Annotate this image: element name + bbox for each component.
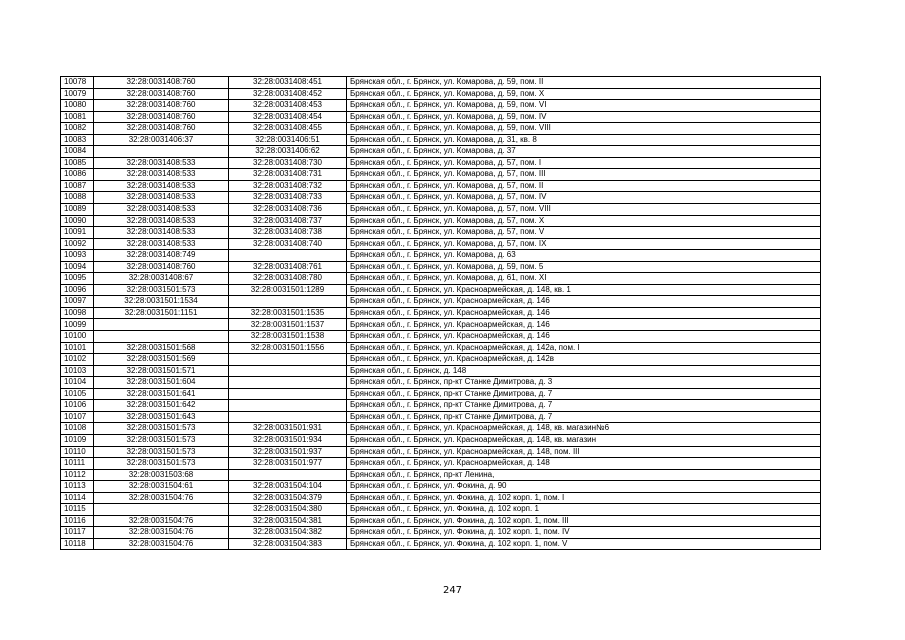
address-cell: Брянская обл., г. Брянск, ул. Комарова, д. 57, пом. X (347, 215, 821, 227)
address-cell: Брянская обл., г. Брянск, ул. Комарова, д. 59, пом. VI (347, 100, 821, 112)
parent-cadastral-number-cell: 32:28:0031408:533 (94, 204, 229, 216)
table-row (61, 238, 821, 250)
table-row (61, 331, 821, 343)
table-row (61, 227, 821, 239)
address-cell: Брянская обл., г. Брянск, ул. Комарова, д. 59, пом. II (347, 77, 821, 89)
cadastral-number-cell: 32:28:0031501:1556 (229, 342, 347, 354)
table-row (61, 134, 821, 146)
parent-cadastral-number-cell: 32:28:0031501:571 (94, 365, 229, 377)
table-row (61, 192, 821, 204)
table-row (61, 527, 821, 539)
address-cell: Брянская обл., г. Брянск, ул. Красноармейская, д. 148, кв. магазин№6 (347, 423, 821, 435)
address-cell: Брянская обл., г. Брянск, ул. Комарова, д. 57, пом. V (347, 227, 821, 239)
address-cell: Брянская обл., г. Брянск, ул. Комарова, д. 57, пом. III (347, 169, 821, 181)
parent-cadastral-number-cell: 32:28:0031501:641 (94, 388, 229, 400)
row-number-cell: 10108 (61, 423, 94, 435)
row-number-cell: 10115 (61, 504, 94, 516)
cadastral-number-cell (229, 388, 347, 400)
row-number-cell: 10100 (61, 331, 94, 343)
address-cell: Брянская обл., г. Брянск, ул. Комарова, д. 57, пом. IV (347, 192, 821, 204)
table-row (61, 492, 821, 504)
address-cell: Брянская обл., г. Брянск, ул. Комарова, д. 57, пом. IX (347, 238, 821, 250)
cadastral-number-cell: 32:28:0031408:455 (229, 123, 347, 135)
cadastral-number-cell (229, 400, 347, 412)
table-row (61, 469, 821, 481)
address-cell: Брянская обл., г. Брянск, ул. Комарова, д. 59, пом. X (347, 88, 821, 100)
address-cell: Брянская обл., г. Брянск, ул. Красноармейская, д. 146 (347, 296, 821, 308)
row-number-cell: 10105 (61, 388, 94, 400)
row-number-cell: 10096 (61, 284, 94, 296)
parent-cadastral-number-cell: 32:28:0031408:533 (94, 169, 229, 181)
parent-cadastral-number-cell: 32:28:0031504:76 (94, 538, 229, 550)
row-number-cell: 10078 (61, 77, 94, 89)
table-row (61, 365, 821, 377)
parent-cadastral-number-cell: 32:28:0031408:533 (94, 227, 229, 239)
cadastral-number-cell: 32:28:0031408:730 (229, 157, 347, 169)
table-row (61, 273, 821, 285)
parent-cadastral-number-cell (94, 331, 229, 343)
parent-cadastral-number-cell: 32:28:0031501:642 (94, 400, 229, 412)
row-number-cell: 10079 (61, 88, 94, 100)
row-number-cell: 10085 (61, 157, 94, 169)
table-row (61, 434, 821, 446)
parent-cadastral-number-cell (94, 319, 229, 331)
parent-cadastral-number-cell: 32:28:0031408:533 (94, 238, 229, 250)
address-cell: Брянская обл., г. Брянск, ул. Фокина, д. 102 корп. 1, пом. IV (347, 527, 821, 539)
address-cell: Брянская обл., г. Брянск, ул. Комарова, д. 31, кв. 8 (347, 134, 821, 146)
cadastral-number-cell: 32:28:0031408:452 (229, 88, 347, 100)
cadastral-number-cell: 32:28:0031408:454 (229, 111, 347, 123)
row-number-cell: 10097 (61, 296, 94, 308)
cadastral-number-cell: 32:28:0031501:931 (229, 423, 347, 435)
table-row (61, 215, 821, 227)
cadastral-number-cell (229, 250, 347, 262)
address-cell: Брянская обл., г. Брянск, ул. Комарова, д. 57, пом. II (347, 180, 821, 192)
cadastral-number-cell: 32:28:0031504:383 (229, 538, 347, 550)
table-row (61, 296, 821, 308)
table-row (61, 342, 821, 354)
row-number-cell: 10114 (61, 492, 94, 504)
cadastral-number-cell: 32:28:0031504:380 (229, 504, 347, 516)
row-number-cell: 10112 (61, 469, 94, 481)
address-cell: Брянская обл., г. Брянск, ул. Красноармейская, д. 146 (347, 307, 821, 319)
parent-cadastral-number-cell: 32:28:0031501:1534 (94, 296, 229, 308)
cadastral-number-cell: 32:28:0031408:733 (229, 192, 347, 204)
table-row (61, 307, 821, 319)
cadastral-number-cell: 32:28:0031406:51 (229, 134, 347, 146)
address-cell: Брянская обл., г. Брянск, ул. Комарова, д. 63 (347, 250, 821, 262)
row-number-cell: 10090 (61, 215, 94, 227)
address-cell: Брянская обл., г. Брянск, ул. Красноармейская, д. 148 (347, 458, 821, 470)
parent-cadastral-number-cell (94, 146, 229, 158)
address-cell: Брянская обл., г. Брянск, пр-кт Станке Димитрова, д. 3 (347, 377, 821, 389)
address-cell: Брянская обл., г. Брянск, ул. Фокина, д. 102 корп. 1 (347, 504, 821, 516)
parent-cadastral-number-cell: 32:28:0031408:67 (94, 273, 229, 285)
cadastral-number-cell (229, 469, 347, 481)
row-number-cell: 10113 (61, 481, 94, 493)
row-number-cell: 10107 (61, 411, 94, 423)
address-cell: Брянская обл., г. Брянск, ул. Комарова, д. 59, пом. VIII (347, 123, 821, 135)
row-number-cell: 10087 (61, 180, 94, 192)
table-row (61, 261, 821, 273)
address-cell: Брянская обл., г. Брянск, ул. Комарова, д. 61, пом. XI (347, 273, 821, 285)
registry-table-body (61, 77, 821, 550)
parent-cadastral-number-cell: 32:28:0031501:573 (94, 458, 229, 470)
parent-cadastral-number-cell: 32:28:0031501:573 (94, 284, 229, 296)
address-cell: Брянская обл., г. Брянск, ул. Красноармейская, д. 148, кв. 1 (347, 284, 821, 296)
cadastral-number-cell: 32:28:0031408:451 (229, 77, 347, 89)
row-number-cell: 10086 (61, 169, 94, 181)
cadastral-number-cell: 32:28:0031408:736 (229, 204, 347, 216)
cadastral-number-cell: 32:28:0031406:62 (229, 146, 347, 158)
cadastral-number-cell: 32:28:0031504:379 (229, 492, 347, 504)
address-cell: Брянская обл., г. Брянск, пр-кт Станке Димитрова, д. 7 (347, 400, 821, 412)
cadastral-number-cell: 32:28:0031501:937 (229, 446, 347, 458)
cadastral-number-cell: 32:28:0031408:731 (229, 169, 347, 181)
parent-cadastral-number-cell: 32:28:0031408:760 (94, 111, 229, 123)
cadastral-number-cell (229, 411, 347, 423)
parent-cadastral-number-cell: 32:28:0031504:76 (94, 515, 229, 527)
cadastral-number-cell: 32:28:0031408:761 (229, 261, 347, 273)
cadastral-number-cell: 32:28:0031504:382 (229, 527, 347, 539)
row-number-cell: 10091 (61, 227, 94, 239)
row-number-cell: 10089 (61, 204, 94, 216)
parent-cadastral-number-cell: 32:28:0031408:760 (94, 100, 229, 112)
row-number-cell: 10083 (61, 134, 94, 146)
table-row (61, 319, 821, 331)
table-row (61, 123, 821, 135)
cadastral-number-cell: 32:28:0031501:1537 (229, 319, 347, 331)
cadastral-number-cell: 32:28:0031504:104 (229, 481, 347, 493)
table-row (61, 446, 821, 458)
parent-cadastral-number-cell: 32:28:0031408:760 (94, 77, 229, 89)
row-number-cell: 10103 (61, 365, 94, 377)
parent-cadastral-number-cell: 32:28:0031504:76 (94, 527, 229, 539)
parent-cadastral-number-cell: 32:28:0031408:533 (94, 180, 229, 192)
cadastral-number-cell: 32:28:0031408:738 (229, 227, 347, 239)
row-number-cell: 10092 (61, 238, 94, 250)
cadastral-number-cell: 32:28:0031408:780 (229, 273, 347, 285)
address-cell: Брянская обл., г. Брянск, ул. Красноармейская, д. 146 (347, 319, 821, 331)
parent-cadastral-number-cell (94, 504, 229, 516)
table-row (61, 377, 821, 389)
address-cell: Брянская обл., г. Брянск, ул. Красноармейская, д. 142а, пом. I (347, 342, 821, 354)
registry-table (60, 76, 821, 550)
cadastral-number-cell (229, 365, 347, 377)
cadastral-number-cell (229, 377, 347, 389)
row-number-cell: 10093 (61, 250, 94, 262)
cadastral-number-cell: 32:28:0031408:740 (229, 238, 347, 250)
page-number: 247 (442, 585, 463, 596)
table-row (61, 400, 821, 412)
parent-cadastral-number-cell: 32:28:0031408:760 (94, 123, 229, 135)
table-row (61, 458, 821, 470)
row-number-cell: 10088 (61, 192, 94, 204)
parent-cadastral-number-cell: 32:28:0031501:569 (94, 354, 229, 366)
cadastral-number-cell: 32:28:0031501:1535 (229, 307, 347, 319)
row-number-cell: 10094 (61, 261, 94, 273)
table-row (61, 204, 821, 216)
table-row (61, 515, 821, 527)
address-cell: Брянская обл., г. Брянск, д. 148 (347, 365, 821, 377)
row-number-cell: 10099 (61, 319, 94, 331)
address-cell: Брянская обл., г. Брянск, ул. Красноармейская, д. 146 (347, 331, 821, 343)
cadastral-number-cell: 32:28:0031501:1289 (229, 284, 347, 296)
table-row (61, 157, 821, 169)
table-row (61, 284, 821, 296)
address-cell: Брянская обл., г. Брянск, пр-кт Станке Димитрова, д. 7 (347, 411, 821, 423)
address-cell: Брянская обл., г. Брянск, ул. Комарова, д. 59, пом. 5 (347, 261, 821, 273)
parent-cadastral-number-cell: 32:28:0031501:568 (94, 342, 229, 354)
cadastral-number-cell: 32:28:0031501:977 (229, 458, 347, 470)
cadastral-number-cell (229, 296, 347, 308)
cadastral-number-cell (229, 354, 347, 366)
parent-cadastral-number-cell: 32:28:0031408:533 (94, 192, 229, 204)
parent-cadastral-number-cell: 32:28:0031501:1151 (94, 307, 229, 319)
address-cell: Брянская обл., г. Брянск, ул. Красноармейская, д. 142в (347, 354, 821, 366)
parent-cadastral-number-cell: 32:28:0031408:760 (94, 88, 229, 100)
address-cell: Брянская обл., г. Брянск, пр-кт Ленина, (347, 469, 821, 481)
parent-cadastral-number-cell: 32:28:0031504:76 (94, 492, 229, 504)
address-cell: Брянская обл., г. Брянск, ул. Фокина, д. 102 корп. 1, пом. V (347, 538, 821, 550)
row-number-cell: 10106 (61, 400, 94, 412)
address-cell: Брянская обл., г. Брянск, ул. Комарова, д. 59, пом. IV (347, 111, 821, 123)
table-row (61, 354, 821, 366)
row-number-cell: 10110 (61, 446, 94, 458)
table-row (61, 504, 821, 516)
parent-cadastral-number-cell: 32:28:0031501:643 (94, 411, 229, 423)
table-row (61, 423, 821, 435)
address-cell: Брянская обл., г. Брянск, ул. Комарова, д. 37 (347, 146, 821, 158)
row-number-cell: 10117 (61, 527, 94, 539)
table-row (61, 250, 821, 262)
table-row (61, 146, 821, 158)
address-cell: Брянская обл., г. Брянск, ул. Комарова, д. 57, пом. I (347, 157, 821, 169)
row-number-cell: 10102 (61, 354, 94, 366)
row-number-cell: 10109 (61, 434, 94, 446)
cadastral-number-cell: 32:28:0031504:381 (229, 515, 347, 527)
table-row (61, 100, 821, 112)
parent-cadastral-number-cell: 32:28:0031501:573 (94, 446, 229, 458)
row-number-cell: 10082 (61, 123, 94, 135)
parent-cadastral-number-cell: 32:28:0031408:749 (94, 250, 229, 262)
parent-cadastral-number-cell: 32:28:0031406:37 (94, 134, 229, 146)
parent-cadastral-number-cell: 32:28:0031504:61 (94, 481, 229, 493)
cadastral-number-cell: 32:28:0031408:737 (229, 215, 347, 227)
cadastral-number-cell: 32:28:0031501:1538 (229, 331, 347, 343)
table-row (61, 77, 821, 89)
row-number-cell: 10095 (61, 273, 94, 285)
table-row (61, 538, 821, 550)
address-cell: Брянская обл., г. Брянск, ул. Фокина, д. 90 (347, 481, 821, 493)
parent-cadastral-number-cell: 32:28:0031503:68 (94, 469, 229, 481)
table-row (61, 411, 821, 423)
address-cell: Брянская обл., г. Брянск, ул. Фокина, д. 102 корп. 1, пом. I (347, 492, 821, 504)
row-number-cell: 10111 (61, 458, 94, 470)
table-row (61, 88, 821, 100)
address-cell: Брянская обл., г. Брянск, ул. Красноармейская, д. 148, кв. магазин (347, 434, 821, 446)
address-cell: Брянская обл., г. Брянск, пр-кт Станке Димитрова, д. 7 (347, 388, 821, 400)
row-number-cell: 10116 (61, 515, 94, 527)
parent-cadastral-number-cell: 32:28:0031501:573 (94, 423, 229, 435)
parent-cadastral-number-cell: 32:28:0031501:604 (94, 377, 229, 389)
cadastral-number-cell: 32:28:0031501:934 (229, 434, 347, 446)
table-row (61, 180, 821, 192)
cadastral-number-cell: 32:28:0031408:453 (229, 100, 347, 112)
parent-cadastral-number-cell: 32:28:0031408:533 (94, 157, 229, 169)
cadastral-number-cell: 32:28:0031408:732 (229, 180, 347, 192)
parent-cadastral-number-cell: 32:28:0031501:573 (94, 434, 229, 446)
row-number-cell: 10080 (61, 100, 94, 112)
address-cell: Брянская обл., г. Брянск, ул. Красноармейская, д. 148, пом. III (347, 446, 821, 458)
row-number-cell: 10081 (61, 111, 94, 123)
row-number-cell: 10084 (61, 146, 94, 158)
table-row (61, 481, 821, 493)
table-row (61, 169, 821, 181)
row-number-cell: 10098 (61, 307, 94, 319)
parent-cadastral-number-cell: 32:28:0031408:533 (94, 215, 229, 227)
table-row (61, 388, 821, 400)
parent-cadastral-number-cell: 32:28:0031408:760 (94, 261, 229, 273)
table-row (61, 111, 821, 123)
address-cell: Брянская обл., г. Брянск, ул. Фокина, д. 102 корп. 1, пом. III (347, 515, 821, 527)
row-number-cell: 10104 (61, 377, 94, 389)
row-number-cell: 10101 (61, 342, 94, 354)
row-number-cell: 10118 (61, 538, 94, 550)
address-cell: Брянская обл., г. Брянск, ул. Комарова, д. 57, пом. VIII (347, 204, 821, 216)
